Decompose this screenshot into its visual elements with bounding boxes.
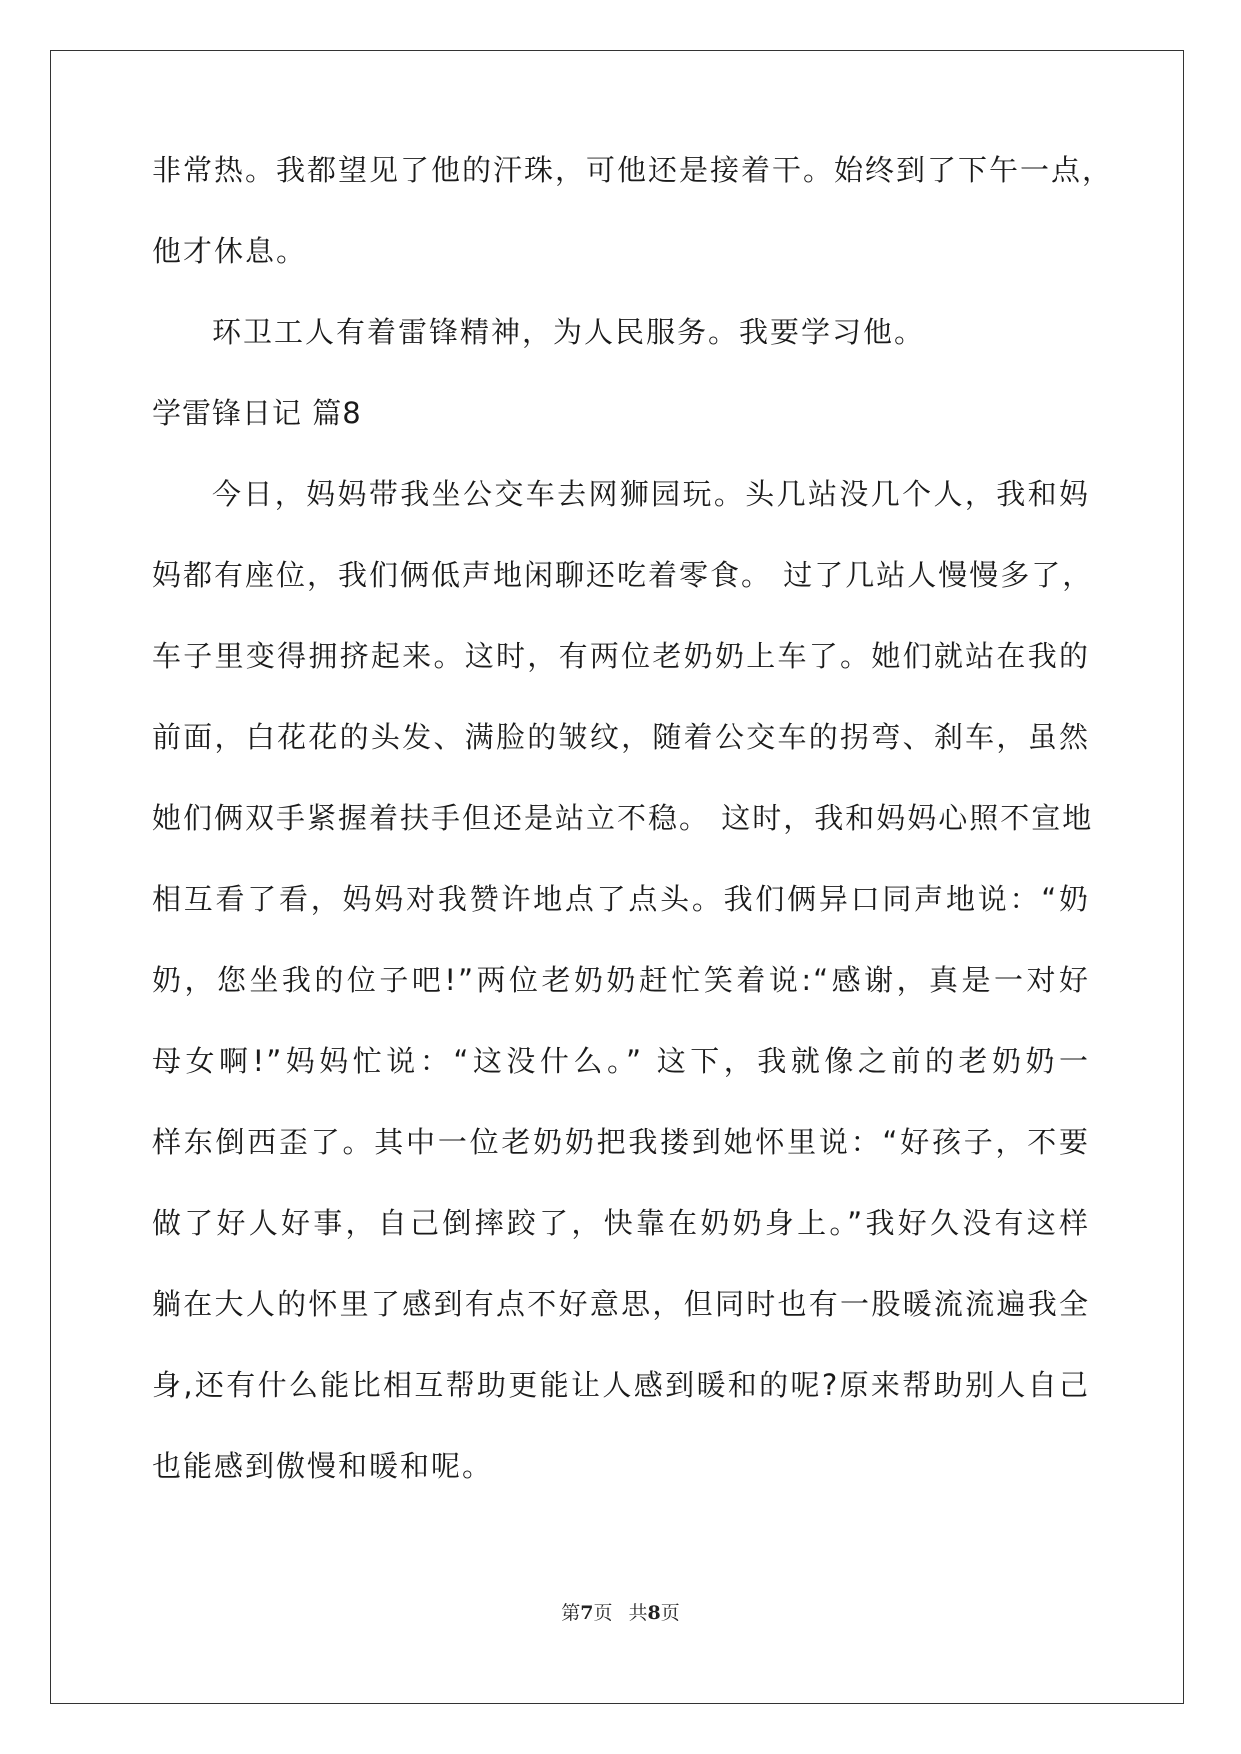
body-line: 做了好人好事，自己倒摔跤了，快靠在奶奶身上。”我好久没有这样 [152, 1206, 1090, 1240]
body-line: 身,还有什么能比相互帮助更能让人感到暖和的呢?原来帮助别人自己 [152, 1368, 1090, 1402]
body-line: 非常热。我都望见了他的汗珠，可他还是接着干。始终到了下午一点， [152, 153, 1114, 187]
footer-prefix: 第 [561, 1602, 581, 1624]
body-line: 奶，您坐我的位子吧!”两位老奶奶赶忙笑着说:“感谢，真是一对好 [152, 963, 1090, 997]
section-heading: 学雷锋日记 篇8 [152, 396, 362, 430]
body-line: 前面，白花花的头发、满脸的皱纹，随着公交车的拐弯、刹车，虽然 [152, 720, 1090, 754]
footer-suffix: 页 [660, 1602, 680, 1624]
document-body [152, 150, 1114, 1527]
body-line: 妈都有座位，我们俩低声地闲聊还吃着零食。 过了几站人慢慢多了， [152, 558, 1094, 592]
body-line: 她们俩双手紧握着扶手但还是站立不稳。 这时，我和妈妈心照不宣地 [152, 801, 1094, 835]
body-line: 母女啊!”妈妈忙说：“这没什么。” 这下，我就像之前的老奶奶一 [152, 1044, 1090, 1078]
footer-mid: 页 [593, 1602, 613, 1624]
page-footer [0, 1598, 1241, 1625]
body-line: 相互看了看，妈妈对我赞许地点了点头。我们俩异口同声地说：“奶 [152, 882, 1090, 916]
footer-total-prefix: 共 [628, 1602, 648, 1624]
body-line: 车子里变得拥挤起来。这时，有两位老奶奶上车了。她们就站在我的 [152, 639, 1090, 673]
current-page-number: 7 [580, 1602, 594, 1624]
body-line: 样东倒西歪了。其中一位老奶奶把我搂到她怀里说：“好孩子，不要 [152, 1125, 1090, 1159]
body-line: 环卫工人有着雷锋精神，为人民服务。我要学习他。 [212, 315, 926, 349]
body-line: 也能感到傲慢和暖和呢。 [152, 1449, 494, 1483]
body-line: 他才休息。 [152, 234, 308, 268]
body-line: 躺在大人的怀里了感到有点不好意思，但同时也有一股暖流流遍我全 [152, 1287, 1090, 1321]
total-page-number: 8 [647, 1602, 661, 1624]
body-line: 今日，妈妈带我坐公交车去网狮园玩。头几站没几个人，我和妈 [212, 477, 1090, 511]
